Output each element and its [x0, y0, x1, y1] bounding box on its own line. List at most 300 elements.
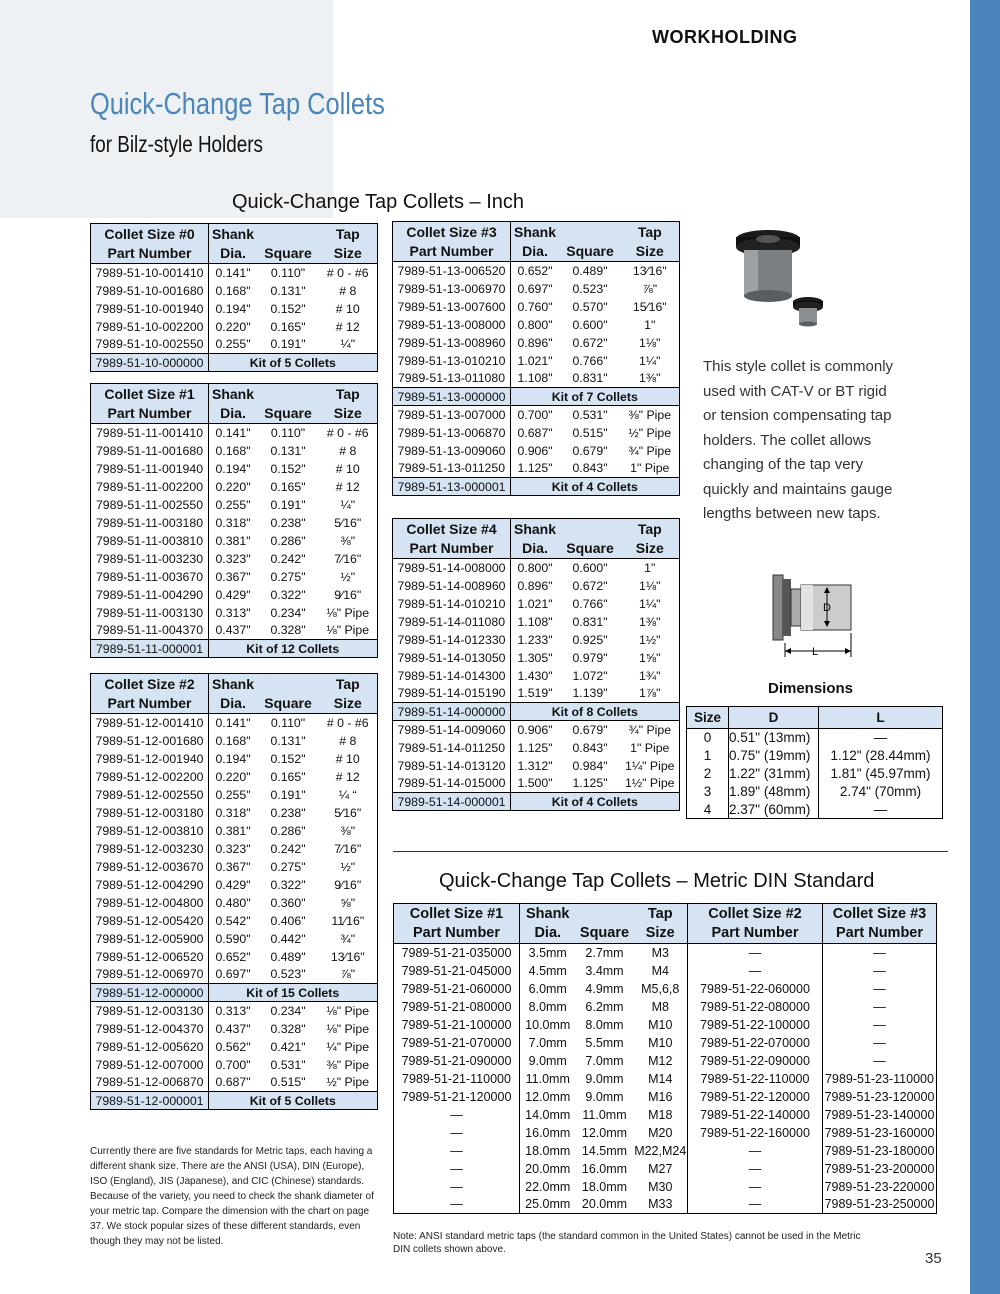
square: 0.442"	[270, 931, 306, 946]
square: 0.275"	[270, 569, 306, 584]
kit-row	[393, 703, 680, 721]
collet-size-4-table	[392, 518, 680, 811]
square: 0.831"	[572, 614, 608, 629]
kit-label: Kit of 7 Collets	[511, 388, 680, 406]
size2-part-number: 7989-51-22-120000	[688, 1088, 823, 1106]
table-row	[91, 622, 378, 640]
table-row	[91, 804, 378, 822]
table-row	[91, 822, 378, 840]
table-row	[394, 944, 937, 962]
square-heading: Square	[257, 694, 319, 714]
dim-l: 1.81" (45.97mm)	[819, 765, 943, 783]
square: 0.766"	[572, 353, 608, 368]
table-row	[91, 876, 378, 894]
square: 0.191"	[257, 336, 319, 354]
dim-l: —	[819, 801, 943, 819]
size2-part-number: 7989-51-22-060000	[688, 980, 823, 998]
table-row	[393, 667, 680, 685]
size2-part-number: —	[688, 1160, 823, 1178]
square: 0.679"	[559, 721, 621, 739]
square: 0.242"	[270, 551, 306, 566]
size1-part-number: —	[394, 1124, 520, 1142]
shank-dia: 1.125"	[511, 739, 560, 757]
tap-size: M18	[634, 1106, 688, 1124]
part-number: 7989-51-14-015000	[393, 775, 511, 793]
size-heading: Size	[319, 244, 377, 264]
size1-part-number: 7989-51-21-110000	[394, 1070, 520, 1088]
shank-dia: 0.194"	[209, 460, 258, 478]
page-number: 35	[925, 1250, 942, 1267]
dimensions-table	[686, 706, 943, 819]
table-row	[91, 282, 378, 300]
metric-header-dia: Dia.	[520, 924, 576, 944]
square-heading: Square	[257, 244, 319, 264]
blank-heading	[257, 224, 319, 244]
shank-dia: 0.687"	[209, 1074, 258, 1092]
square: 0.322"	[270, 877, 306, 892]
size3-part-number: 7989-51-23-140000	[823, 1106, 937, 1124]
dim-l: 2.74" (70mm)	[819, 783, 943, 801]
shank-dia: 0.800"	[511, 559, 560, 577]
square: 0.152"	[270, 301, 306, 316]
table-row	[91, 586, 378, 604]
shank-dia: 0.429"	[209, 876, 258, 894]
square: 0.672"	[572, 335, 608, 350]
dim-d: 1.89" (48mm)	[729, 783, 819, 801]
table-row	[394, 1178, 937, 1196]
shank-dia: 18.0mm	[520, 1142, 576, 1160]
square: 0.234"	[270, 605, 306, 620]
square-heading: Square	[559, 242, 621, 262]
square: 0.165"	[270, 769, 306, 784]
part-number: 7989-51-10-001680	[91, 282, 209, 300]
square: 0.406"	[270, 913, 306, 928]
dim-l: —	[819, 729, 943, 747]
table-row	[91, 1056, 378, 1074]
size2-part-number: 7989-51-22-070000	[688, 1034, 823, 1052]
tap-size: 13⁄16"	[621, 262, 679, 280]
table-row	[393, 739, 680, 757]
square: 0.979"	[572, 650, 608, 665]
size-heading: Size	[621, 242, 679, 262]
tap-size: 9⁄16"	[319, 586, 377, 604]
part-number: 7989-51-13-007600	[393, 298, 511, 316]
shank-dia: 0.313"	[209, 604, 258, 622]
square: 0.531"	[559, 406, 621, 424]
square: 0.570"	[572, 299, 608, 314]
square-heading: Square	[559, 539, 621, 559]
table-row	[91, 514, 378, 532]
part-number: 7989-51-12-001940	[91, 750, 209, 768]
kit-row	[393, 793, 680, 811]
tap-size: M16	[634, 1088, 688, 1106]
part-number-heading: Part Number	[393, 242, 511, 262]
tap-heading: Tap	[319, 384, 377, 404]
shank-dia: 0.906"	[511, 721, 560, 739]
metric-section-title: Quick-Change Tap Collets – Metric DIN Standard	[439, 870, 875, 892]
tap-size: 1"	[621, 559, 679, 577]
size2-part-number: 7989-51-22-140000	[688, 1106, 823, 1124]
square: 0.600"	[572, 317, 608, 332]
size3-part-number: 7989-51-23-200000	[823, 1160, 937, 1178]
shank-dia: 1.108"	[511, 370, 560, 388]
shank-dia: 7.0mm	[520, 1034, 576, 1052]
part-number: 7989-51-10-002550	[91, 336, 209, 354]
tap-size: 1⅛"	[621, 577, 679, 595]
part-number: 7989-51-12-003810	[91, 822, 209, 840]
tap-size: ¼ “	[319, 786, 377, 804]
table-row	[393, 631, 680, 649]
shank-dia: 0.168"	[209, 732, 258, 750]
collet-size-heading: Collet Size #3	[393, 222, 511, 242]
part-number-heading: Part Number	[91, 244, 209, 264]
tap-size: M10	[634, 1034, 688, 1052]
square: 0.152"	[270, 751, 306, 766]
part-number: 7989-51-11-004290	[91, 586, 209, 604]
tap-size: M4	[634, 962, 688, 980]
tap-size: 7⁄16"	[319, 550, 377, 568]
part-number: 7989-51-12-003180	[91, 804, 209, 822]
tap-size: M30	[634, 1178, 688, 1196]
part-number: 7989-51-14-012330	[393, 631, 511, 649]
inch-section-title: Quick-Change Tap Collets – Inch	[232, 191, 525, 213]
blank-heading	[559, 519, 621, 539]
tap-size: ½"	[319, 568, 377, 586]
ansi-note: Note: ANSI standard metric taps (the standard common in the United States) cannot be used in the Metric DIN collets shown above.	[393, 1231, 861, 1255]
collet-size-heading: Collet Size #1	[91, 384, 209, 404]
tap-size: # 0 - #6	[319, 424, 377, 442]
metric-header-c2: Collet Size #2	[688, 904, 823, 924]
collet-size-3-table	[392, 221, 680, 496]
dim-header-l: L	[819, 707, 943, 729]
shank-dia: 0.800"	[511, 316, 560, 334]
kit-label: Kit of 5 Collets	[209, 354, 378, 372]
size1-part-number: —	[394, 1178, 520, 1196]
size2-part-number: —	[688, 1196, 823, 1214]
tap-size: 5⁄16"	[319, 804, 377, 822]
square: 0.523"	[572, 281, 608, 296]
tap-size: 1⅜"	[621, 370, 679, 388]
dim-row	[687, 765, 943, 783]
square: 0.360"	[270, 895, 306, 910]
shank-dia: 0.562"	[209, 1038, 258, 1056]
shank-dia: 1.305"	[511, 649, 560, 667]
part-number: 7989-51-12-003670	[91, 858, 209, 876]
square: 0.110"	[257, 264, 319, 282]
square: 4.9mm	[585, 981, 624, 996]
table-row	[393, 442, 680, 460]
tap-size: 5⁄16"	[319, 514, 377, 532]
table-row	[91, 786, 378, 804]
tap-size: # 8	[319, 732, 377, 750]
kit-part-number: 7989-51-10-000000	[91, 354, 209, 372]
tap-size: 11⁄16"	[319, 912, 377, 930]
part-number: 7989-51-13-007000	[393, 406, 511, 424]
part-number: 7989-51-14-009060	[393, 721, 511, 739]
table-row	[393, 424, 680, 442]
size1-part-number: 7989-51-21-070000	[394, 1034, 520, 1052]
tap-size: M14	[634, 1070, 688, 1088]
tap-size: M5,6,8	[634, 980, 688, 998]
tap-size: # 12	[319, 768, 377, 786]
size3-part-number: 7989-51-23-120000	[823, 1088, 937, 1106]
shank-heading: Shank	[511, 222, 560, 242]
square: 0.328"	[270, 1021, 306, 1036]
square: 0.234"	[257, 1002, 319, 1020]
tap-size: 13⁄16"	[319, 948, 377, 966]
tap-size: # 0 - #6	[319, 714, 377, 732]
square: 0.843"	[572, 740, 608, 755]
dim-header-d: D	[729, 707, 819, 729]
kit-part-number: 7989-51-13-000001	[393, 478, 511, 496]
shank-dia: 0.697"	[209, 966, 258, 984]
shank-dia: 1.430"	[511, 667, 560, 685]
shank-dia: 6.0mm	[520, 980, 576, 998]
kit-row	[91, 1092, 378, 1110]
square: 0.110"	[257, 424, 319, 442]
dia-heading: Dia.	[209, 694, 258, 714]
page-title: Quick-Change Tap Collets	[90, 86, 385, 121]
table-row	[91, 912, 378, 930]
dia-heading: Dia.	[209, 244, 258, 264]
table-row	[393, 775, 680, 793]
part-number: 7989-51-11-001410	[91, 424, 209, 442]
tap-size: # 10	[319, 460, 377, 478]
part-number: 7989-51-14-011250	[393, 739, 511, 757]
dim-size: 4	[687, 801, 729, 819]
shank-dia: 0.255"	[209, 336, 258, 354]
part-number-heading: Part Number	[91, 404, 209, 424]
size1-part-number: 7989-51-21-120000	[394, 1088, 520, 1106]
shank-heading: Shank	[511, 519, 560, 539]
shank-dia: 0.141"	[209, 264, 258, 282]
table-row	[394, 962, 937, 980]
metric-header-size: Size	[634, 924, 688, 944]
shank-dia: 8.0mm	[520, 998, 576, 1016]
square: 0.152"	[270, 461, 306, 476]
metric-header-c3: Collet Size #3	[823, 904, 937, 924]
square: 9.0mm	[585, 1089, 624, 1104]
collet-size-0-table	[90, 223, 378, 372]
tap-size: 1"	[621, 316, 679, 334]
metric-standards-note: Currently there are five standards for Metric taps, each having a different shank size. There are the ANSI (USA), DIN (Europe), ISO (England), JIS (Japanese), and CIC (Chinese) standards. Because of the variety, you need to check the shank diameter of your metric tap. Compare the dimension with the chart on page 37. We stock popular sizes of these different standards, even though they may not be listed.	[90, 1146, 374, 1247]
shank-dia: 0.480"	[209, 894, 258, 912]
square: 18.0mm	[581, 1179, 628, 1194]
collet-size-heading: Collet Size #2	[91, 674, 209, 694]
size1-part-number: 7989-51-21-035000	[394, 944, 520, 962]
square: 0.515"	[257, 1074, 319, 1092]
table-row	[393, 280, 680, 298]
size-heading: Size	[319, 694, 377, 714]
shank-dia: 0.760"	[511, 298, 560, 316]
part-number: 7989-51-13-011250	[393, 460, 511, 478]
part-number: 7989-51-11-003180	[91, 514, 209, 532]
part-number: 7989-51-14-015190	[393, 685, 511, 703]
tap-size: ⅜"	[319, 822, 377, 840]
dim-row	[687, 747, 943, 765]
table-row	[394, 1088, 937, 1106]
kit-part-number: 7989-51-14-000000	[393, 703, 511, 721]
table-row	[394, 1052, 937, 1070]
size2-part-number: 7989-51-22-100000	[688, 1016, 823, 1034]
shank-dia: 0.323"	[209, 550, 258, 568]
table-row	[394, 1016, 937, 1034]
table-row	[393, 262, 680, 280]
square: 0.286"	[270, 823, 306, 838]
table-row	[91, 1038, 378, 1056]
table-row	[91, 858, 378, 876]
shank-dia: 0.318"	[209, 804, 258, 822]
shank-dia: 0.255"	[209, 786, 258, 804]
table-row	[91, 966, 378, 984]
dim-row	[687, 729, 943, 747]
square: 2.7mm	[585, 945, 624, 960]
tap-heading: Tap	[319, 224, 377, 244]
part-number: 7989-51-14-013050	[393, 649, 511, 667]
shank-dia: 1.125"	[511, 460, 560, 478]
size2-part-number: —	[688, 1178, 823, 1196]
part-number: 7989-51-13-006870	[393, 424, 511, 442]
part-number: 7989-51-12-005420	[91, 912, 209, 930]
table-row	[91, 1002, 378, 1020]
part-number: 7989-51-13-009060	[393, 442, 511, 460]
size3-part-number: —	[823, 980, 937, 998]
tap-size: # 12	[319, 318, 377, 336]
shank-dia: 0.429"	[209, 586, 258, 604]
table-row	[393, 406, 680, 424]
dim-row	[687, 801, 943, 819]
part-number: 7989-51-11-002200	[91, 478, 209, 496]
tap-size: M12	[634, 1052, 688, 1070]
table-row	[91, 894, 378, 912]
shank-dia: 0.323"	[209, 840, 258, 858]
table-row	[394, 1106, 937, 1124]
square: 1.072"	[572, 668, 608, 683]
kit-label: Kit of 5 Collets	[209, 1092, 378, 1110]
table-row	[393, 298, 680, 316]
tap-size: 1¼" Pipe	[621, 757, 679, 775]
square: 0.984"	[572, 758, 608, 773]
square: 0.523"	[257, 966, 319, 984]
size1-part-number: 7989-51-21-080000	[394, 998, 520, 1016]
size3-part-number: —	[823, 1016, 937, 1034]
tap-size: 1" Pipe	[621, 739, 679, 757]
square: 0.322"	[270, 587, 306, 602]
metric-header-part2: Part Number	[688, 924, 823, 944]
table-row	[394, 1034, 937, 1052]
shank-dia: 0.318"	[209, 514, 258, 532]
tap-size: M3	[634, 944, 688, 962]
size1-part-number: 7989-51-21-045000	[394, 962, 520, 980]
tap-size: ⅜" Pipe	[621, 406, 679, 424]
square: 0.843"	[559, 460, 621, 478]
shank-dia: 0.906"	[511, 442, 560, 460]
tap-size: # 12	[319, 478, 377, 496]
collet-size-2-table	[90, 673, 378, 1110]
tap-size: M20	[634, 1124, 688, 1142]
part-number: 7989-51-12-001680	[91, 732, 209, 750]
part-number: 7989-51-11-003810	[91, 532, 209, 550]
tap-size: # 10	[319, 300, 377, 318]
square: 16.0mm	[581, 1161, 628, 1176]
shank-dia: 0.381"	[209, 532, 258, 550]
table-row	[91, 550, 378, 568]
size1-part-number: 7989-51-21-100000	[394, 1016, 520, 1034]
size2-part-number: —	[688, 1142, 823, 1160]
kit-label: Kit of 8 Collets	[511, 703, 680, 721]
table-row	[91, 750, 378, 768]
tap-size: ⅞"	[319, 966, 377, 984]
size2-part-number: —	[688, 962, 823, 980]
shank-dia: 14.0mm	[520, 1106, 576, 1124]
kit-row	[393, 388, 680, 406]
square: 0.238"	[270, 805, 306, 820]
collet-size-1-table	[90, 383, 378, 658]
part-number: 7989-51-11-004370	[91, 622, 209, 640]
shank-heading: Shank	[209, 674, 258, 694]
table-row	[91, 424, 378, 442]
kit-label: Kit of 15 Collets	[209, 984, 378, 1002]
shank-dia: 0.381"	[209, 822, 258, 840]
dim-row	[687, 783, 943, 801]
shank-dia: 0.220"	[209, 478, 258, 496]
size3-part-number: 7989-51-23-160000	[823, 1124, 937, 1142]
table-row	[91, 336, 378, 354]
square: 0.275"	[270, 859, 306, 874]
collet-size-heading: Collet Size #0	[91, 224, 209, 244]
shank-dia: 0.141"	[209, 714, 258, 732]
size2-part-number: —	[688, 944, 823, 962]
square: 1.125"	[559, 775, 621, 793]
metric-header-c1: Collet Size #1	[394, 904, 520, 924]
tap-size: ⅛" Pipe	[319, 622, 377, 640]
square: 0.165"	[270, 319, 306, 334]
collet-size-heading: Collet Size #4	[393, 519, 511, 539]
shank-dia: 12.0mm	[520, 1088, 576, 1106]
shank-dia: 0.700"	[209, 1056, 258, 1074]
table-row	[393, 370, 680, 388]
tap-size: 7⁄16"	[319, 840, 377, 858]
tap-size: ⅜"	[319, 532, 377, 550]
size1-part-number: —	[394, 1142, 520, 1160]
tap-size: # 10	[319, 750, 377, 768]
square: 1.139"	[559, 685, 621, 703]
table-row	[91, 478, 378, 496]
table-row	[91, 732, 378, 750]
square: 0.191"	[270, 787, 306, 802]
part-number: 7989-51-12-004290	[91, 876, 209, 894]
tap-size: # 8	[319, 442, 377, 460]
shank-heading: Shank	[209, 224, 258, 244]
kit-part-number: 7989-51-11-000001	[91, 640, 209, 658]
table-row	[393, 613, 680, 631]
shank-dia: 0.313"	[209, 1002, 258, 1020]
tap-size: ¼" Pipe	[319, 1038, 377, 1056]
part-number: 7989-51-12-006870	[91, 1074, 209, 1092]
tap-size: 1⅜"	[621, 613, 679, 631]
table-row	[91, 1020, 378, 1038]
shank-dia: 0.896"	[511, 577, 560, 595]
kit-part-number: 7989-51-14-000001	[393, 793, 511, 811]
shank-dia: 20.0mm	[520, 1160, 576, 1178]
table-row	[393, 577, 680, 595]
shank-dia: 0.437"	[209, 622, 258, 640]
shank-dia: 0.168"	[209, 442, 258, 460]
size1-part-number: —	[394, 1160, 520, 1178]
tap-size: M8	[634, 998, 688, 1016]
part-number: 7989-51-11-003130	[91, 604, 209, 622]
square: 0.489"	[270, 949, 306, 964]
